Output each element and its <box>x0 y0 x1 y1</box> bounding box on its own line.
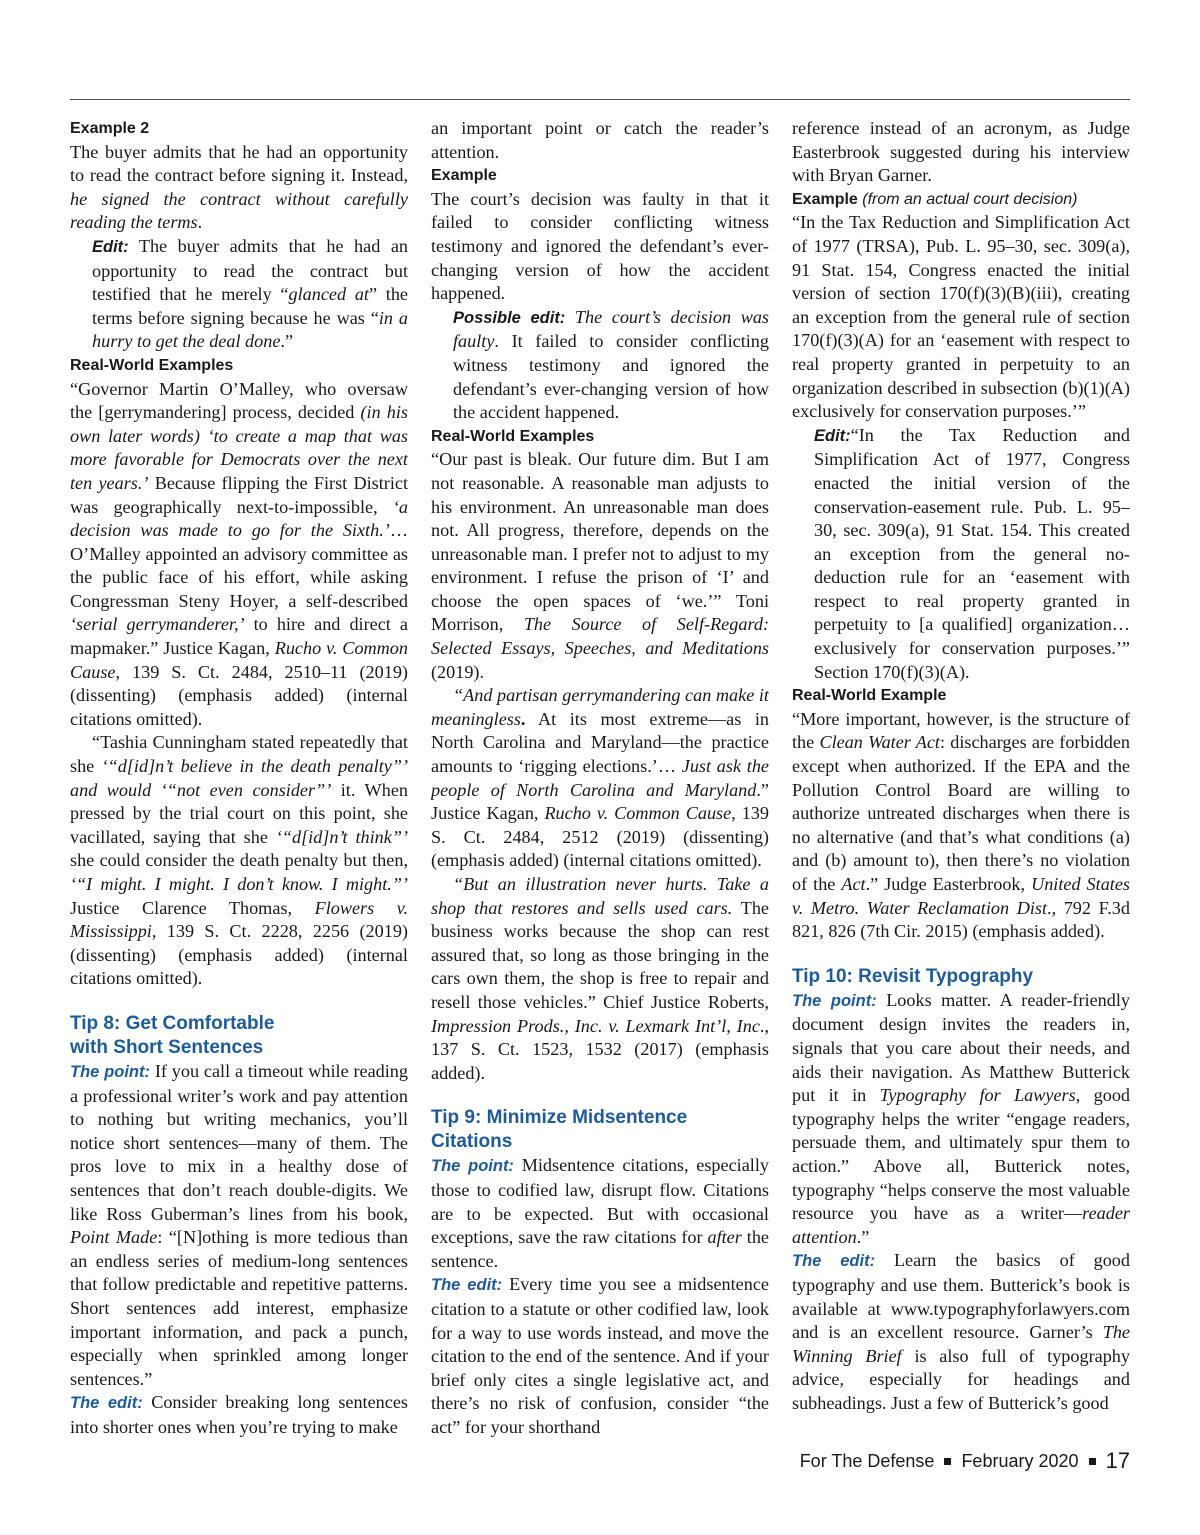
example-text: “In the Tax Reduction and Simplification Act of 1977 (TRSA), Pub. L. 95–30, sec. 309(a), 91 Stat. 154, Congress enacted the initial version of section 170(f)(3)(B)(iii), creating an exception from the general rule of section 170(f)(3)(A) for an ‘easement with respect to real property granted in perpetuity to an organization described in subsection (b)(1)(A) exclusively for conservation purposes.’” <box>792 212 1130 422</box>
real-world-label: Real-World Examples <box>431 427 595 445</box>
tip-10-edit: The edit: Learn the basics of good typography and use them. Butterick’s book is available at www.typographyforlawyers.com and is an excellent resource. Garner’s The Winning Brief is also full of typography advice, especially for headings and subheadings. Just a few of Butterick’s good <box>792 1250 1130 1413</box>
real-world-label: Real-World Examples <box>70 356 234 374</box>
tip-9-point: The point: Midsentence citations, especially those to codified law, disrupt flow. Citations are to be expected. But with occasional exceptions, save the raw citations for after the sentence. <box>431 1155 769 1271</box>
continuation-text: reference instead of an acronym, as Judge Easterbrook suggested during his interview with Bryan Garner. <box>792 118 1130 186</box>
example-2-label: Example 2 <box>70 120 150 137</box>
real-world-quote-2: “And partisan gerrymandering can make it meaningless. At its most extreme—as in North Carolina and Maryland—the practice amounts to ‘rigging elections.’… Just ask the people of North Carolina and Maryland.” Justice Kagan, Rucho v. Common Cause, 139 S. Ct. 2484, 2512 (2019) (dissenting) (emphasis added) (internal citations omitted). <box>431 685 769 871</box>
real-world-quote-2: “Tashia Cunningham stated repeatedly that she ‘“d[id]n’t believe in the death penalty”’ and would ‘“not even consider”’ it. When pressed by the trial court on this point, she vacillated, saying that she ‘“d[id]n’t think”’ she could consider the death penalty but then, ‘“I might. I might. I don’t know. I might.”’ Justice Clarence Thomas, Flowers v. Mississippi, 139 S. Ct. 2228, 2256 (2019) (dissenting) (emphasis added) (internal citations omitted). <box>70 732 408 989</box>
tip-10-point: The point: Looks matter. A reader-friendly document design invites the readers in, signals that you care about their needs, and aids their navigation. As Matthew Butterick put it in Typography for Lawyers, good typography helps the writer “engage readers, persuade them, and ultimately spur them to action.” Above all, Butterick notes, typography “helps conserve the most valuable resource you have as a writer—reader attention.” <box>792 989 1130 1247</box>
column-1 <box>70 117 408 1447</box>
tip-9-edit: The edit: Every time you see a midsentence citation to a statute or other codified law, look for a way to use words instead, and move the citation to the end of the sentence. And if your brief only cites a single legislative act, and there’s no risk of confusion, consider “the act” for your shorthand <box>431 1274 769 1437</box>
real-world-quote-3: “But an illustration never hurts. Take a shop that restores and sells used cars. The business works because the shop can rest assured that, so long as those bringing in the cars own them, the shop is free to repair and resell those vehicles.” Chief Justice Roberts, Impression Prods., Inc. v. Lexmark Int’l, Inc., 137 S. Ct. 1523, 1532 (2017) (emphasis added). <box>431 874 769 1083</box>
possible-edit-paragraph: Possible edit: The court’s decision was faulty. It failed to consider conflicting witness testimony and ignored the defendant’s ever-changing version of how the accident happened. <box>453 306 769 423</box>
example-2-text: The buyer admits that he had an opportunity to read the contract before signing it. Instead, he signed the contract without carefully reading the terms. <box>70 141 408 233</box>
edit-paragraph: Edit: The buyer admits that he had an opportunity to read the contract but testified that he merely “glanced at” the terms before signing because he was “in a hurry to get the deal done.” <box>92 235 408 352</box>
example-text: The court’s decision was faulty in that it failed to consider conflicting witness testimony and ignored the defendant’s ever-changing version of how the accident happened. <box>431 188 769 304</box>
edit-keyword: The edit: <box>792 1252 876 1271</box>
page-number: 17 <box>1105 1448 1130 1473</box>
tip-8-edit: The edit: Consider breaking long sentences into shorter ones when you’re trying to make <box>70 1392 408 1437</box>
real-world-label: Real-World Example <box>792 687 947 705</box>
column-3 <box>792 117 1130 1447</box>
possible-edit-keyword: Possible edit: <box>453 308 566 327</box>
edit-keyword: Edit: <box>92 237 129 256</box>
edit-keyword: The edit: <box>431 1276 503 1295</box>
real-world-quote-1: “Our past is bleak. Our future dim. But I am not reasonable. A reasonable man adjusts to his environment. An unreasonable man does not. All progress, therefore, depends on the unreasonable man. I prefer not to adjust to my environment. I refuse the prison of ‘I’ and choose the open spaces of ‘we.’” Toni Morrison, The Source of Self-Regard: Selected Essays, Speeches, and Meditations (2019). <box>431 449 769 682</box>
example-label: Example (from an actual court decision) <box>792 190 1078 208</box>
column-2 <box>431 117 769 1447</box>
continuation-text: an important point or catch the reader’s attention. <box>431 118 769 162</box>
issue-date: February 2020 <box>961 1450 1079 1471</box>
tip-8-heading: Tip 8: Get Comfortable with Short Sentences <box>70 1012 275 1058</box>
real-world-quote: “More important, however, is the structure of the Clean Water Act: discharges are forbidden except when authorized. If the EPA and the Pollution Control Board are willing to authorize untreated discharges when there is no alternative (and that’s what conditions (a) and (b) amount to), then there’s no violation of the Act.” Judge Easterbrook, United States v. Metro. Water Reclamation Dist., 792 F.3d 821, 826 (7th Cir. 2015) (emphasis added). <box>792 708 1130 942</box>
point-keyword: The point: <box>70 1062 151 1081</box>
tip-10-heading: Tip 10: Revisit Typography <box>792 965 1034 987</box>
page-footer <box>800 1446 1130 1476</box>
edit-keyword: The edit: <box>70 1394 143 1413</box>
example-label: Example <box>431 167 497 185</box>
tip-9-heading: Tip 9: Minimize Midsentence Citations <box>431 1107 688 1153</box>
header-rule <box>70 99 1130 100</box>
separator-square-icon <box>944 1458 951 1465</box>
real-world-quote-1: “Governor Martin O’Malley, who oversaw the [gerrymandering] process, decided (in his own later words) ‘to create a map that was more favorable for Democrats over the next ten years.’ Because flipping the First District was geographically next-to-impossible, ‘a decision was made to go for the Sixth.’… O’Malley appointed an advisory committee as the public face of his effort, while asking Congressman Steny Hoyer, a self-described ‘serial gerrymanderer,’ to hire and direct a mapmaker.” Justice Kagan, Rucho v. Common Cause, 139 S. Ct. 2484, 2510–11 (2019) (dissenting) (emphasis added) (internal citations omitted). <box>70 378 408 729</box>
point-keyword: The point: <box>431 1157 514 1176</box>
tip-8-point: The point: If you call a timeout while reading a professional writer’s work and pay attention to nothing but writing mechanics, you’ll notice short sentences—many of them. The pros love to mix in a healthy dose of sentences that don’t reach double-digits. We like Ross Guberman’s lines from his book, Point Made: “[N]othing is more tedious than an endless series of medium-long sentences that follow predictable and repetitive patterns. Short sentences add interest, emphasize important information, and pack a punch, especially when sprinkled among longer sentences.” <box>70 1060 408 1389</box>
edit-keyword: Edit: <box>814 426 851 445</box>
point-keyword: The point: <box>792 991 877 1010</box>
separator-square-icon <box>1089 1458 1096 1465</box>
edit-paragraph: Edit:“In the Tax Reduction and Simplification Act of 1977, Congress enacted the initial version of the conservation-easement rule. Pub. L. 95–30, sec. 309(a), 91 Stat. 154. This created an exception from the general no-deduction rule for an ‘easement with respect to real property granted in perpetuity to [a qualified] organization… exclusively for conservation purposes.’” Section 170(f)(3)(A). <box>814 424 1130 682</box>
publication-name: For The Defense <box>799 1450 935 1471</box>
